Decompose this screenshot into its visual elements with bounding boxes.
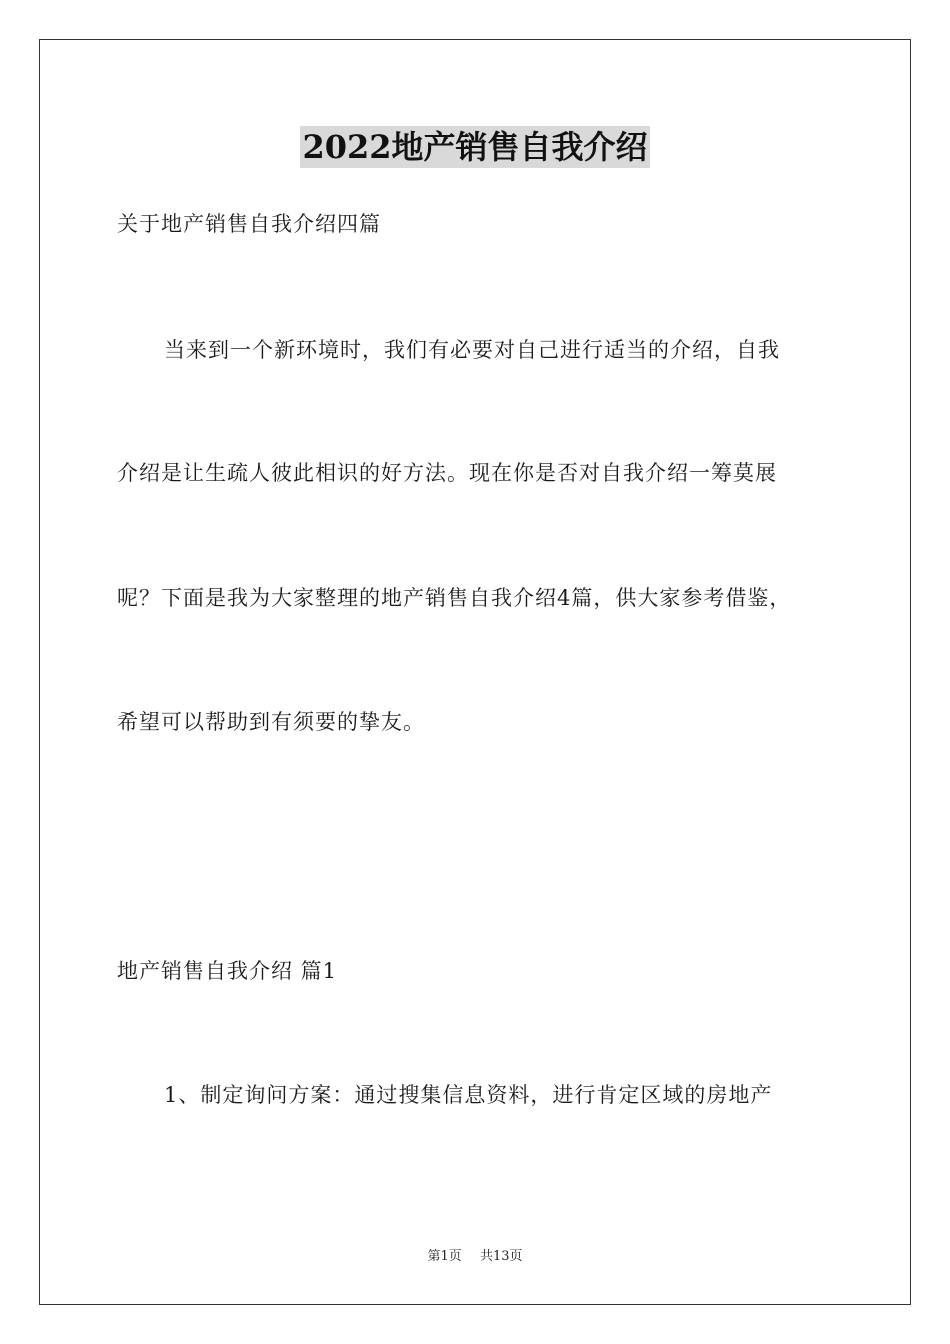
intro-line-4: 希望可以帮助到有须要的挚友。 (117, 710, 425, 734)
section-first-line: 1、制定询问方案：通过搜集信息资料，进行肯定区域的房地产 (164, 1083, 773, 1107)
title-container (0, 126, 950, 168)
document-subtitle: 关于地产销售自我介绍四篇 (117, 212, 381, 236)
document-title: 2022地产销售自我介绍 (302, 128, 648, 166)
intro-line-2: 介绍是让生疏人彼此相识的好方法。现在你是否对自我介绍一筹莫展 (117, 461, 777, 485)
intro-line-1: 当来到一个新环境时，我们有必要对自己进行适当的介绍，自我 (164, 338, 780, 362)
section-heading: 地产销售自我介绍 篇1 (117, 959, 338, 983)
footer-page-current: 第1页 (427, 1249, 462, 1264)
footer-page-total: 共13页 (479, 1249, 523, 1264)
page-footer (0, 1248, 950, 1266)
intro-line-3: 呢？下面是我为大家整理的地产销售自我介绍4篇，供大家参考借鉴， (117, 586, 792, 610)
